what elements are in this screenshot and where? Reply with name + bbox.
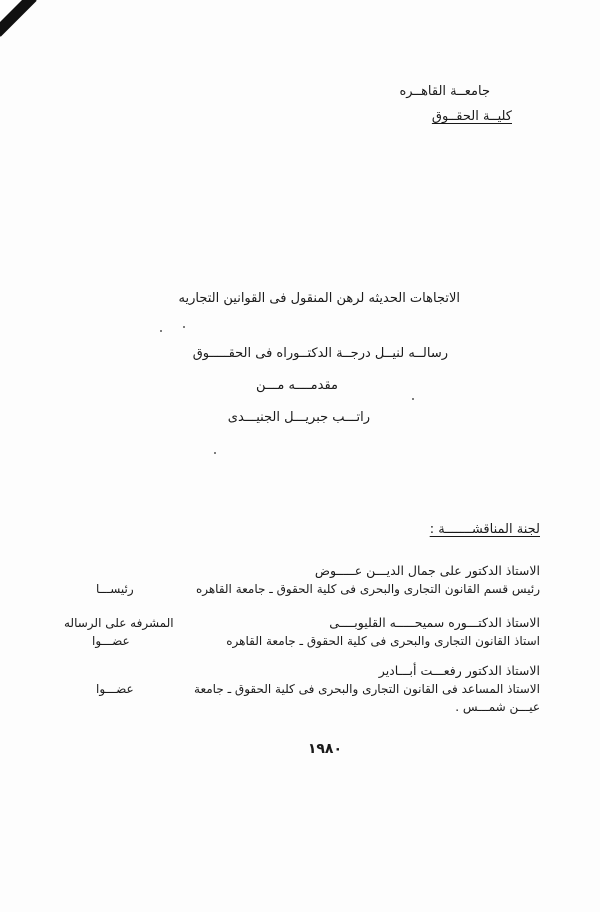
faculty-name: كليــة الحقــوق — [431, 109, 512, 124]
submitted-by-label: مقدمــــه مـــن — [256, 378, 338, 393]
member-3-name: الاستاذ الدكتور رفعـــت أبـــادير — [378, 663, 540, 678]
scan-speck — [160, 330, 162, 332]
member-3-role: عضـــوا — [96, 682, 134, 696]
member-3-detail-continued: عيـــن شمـــس . — [455, 700, 540, 714]
member-3-detail: الاستاذ المساعد فى القانون التجارى والبحرى فى كلية الحقوق ـ جامعة — [194, 682, 540, 696]
scan-speck — [412, 398, 414, 400]
member-2-supervisor-label: المشرفه على الرساله — [64, 616, 174, 630]
scan-speck — [214, 452, 216, 454]
member-1-role: رئيســـا — [96, 582, 134, 596]
year: ١٩٨٠ — [307, 741, 342, 757]
university-name: جامعــة القاهــره — [399, 84, 490, 99]
member-2-role: عضـــوا — [92, 634, 130, 648]
author-name: راتـــب جبريـــل الجنيـــدى — [227, 410, 370, 425]
member-1-detail: رئيس قسم القانون التجارى والبحرى فى كلية الحقوق ـ جامعة القاهره — [195, 582, 540, 596]
member-1-name: الاستاذ الدكتور على جمال الديـــن عـــــوض — [314, 563, 540, 578]
member-2-detail: استاذ القانون التجارى والبحرى فى كلية الحقوق ـ جامعة القاهره — [226, 634, 540, 648]
degree-purpose: رسالــه لنيــل درجــة الدكتــوراه فى الحقـــــوق — [192, 346, 448, 361]
folded-corner-mark — [0, 0, 40, 40]
committee-heading: لجنة المناقشـــــــة : — [429, 522, 540, 537]
thesis-title: الاتجاهات الحديثه لرهن المنقول فى القوانين التجاريه — [178, 291, 460, 306]
member-2-name: الاستاذ الدكتـــوره سميحـــــه القليوبــــى — [329, 615, 540, 630]
scan-speck — [183, 326, 185, 328]
